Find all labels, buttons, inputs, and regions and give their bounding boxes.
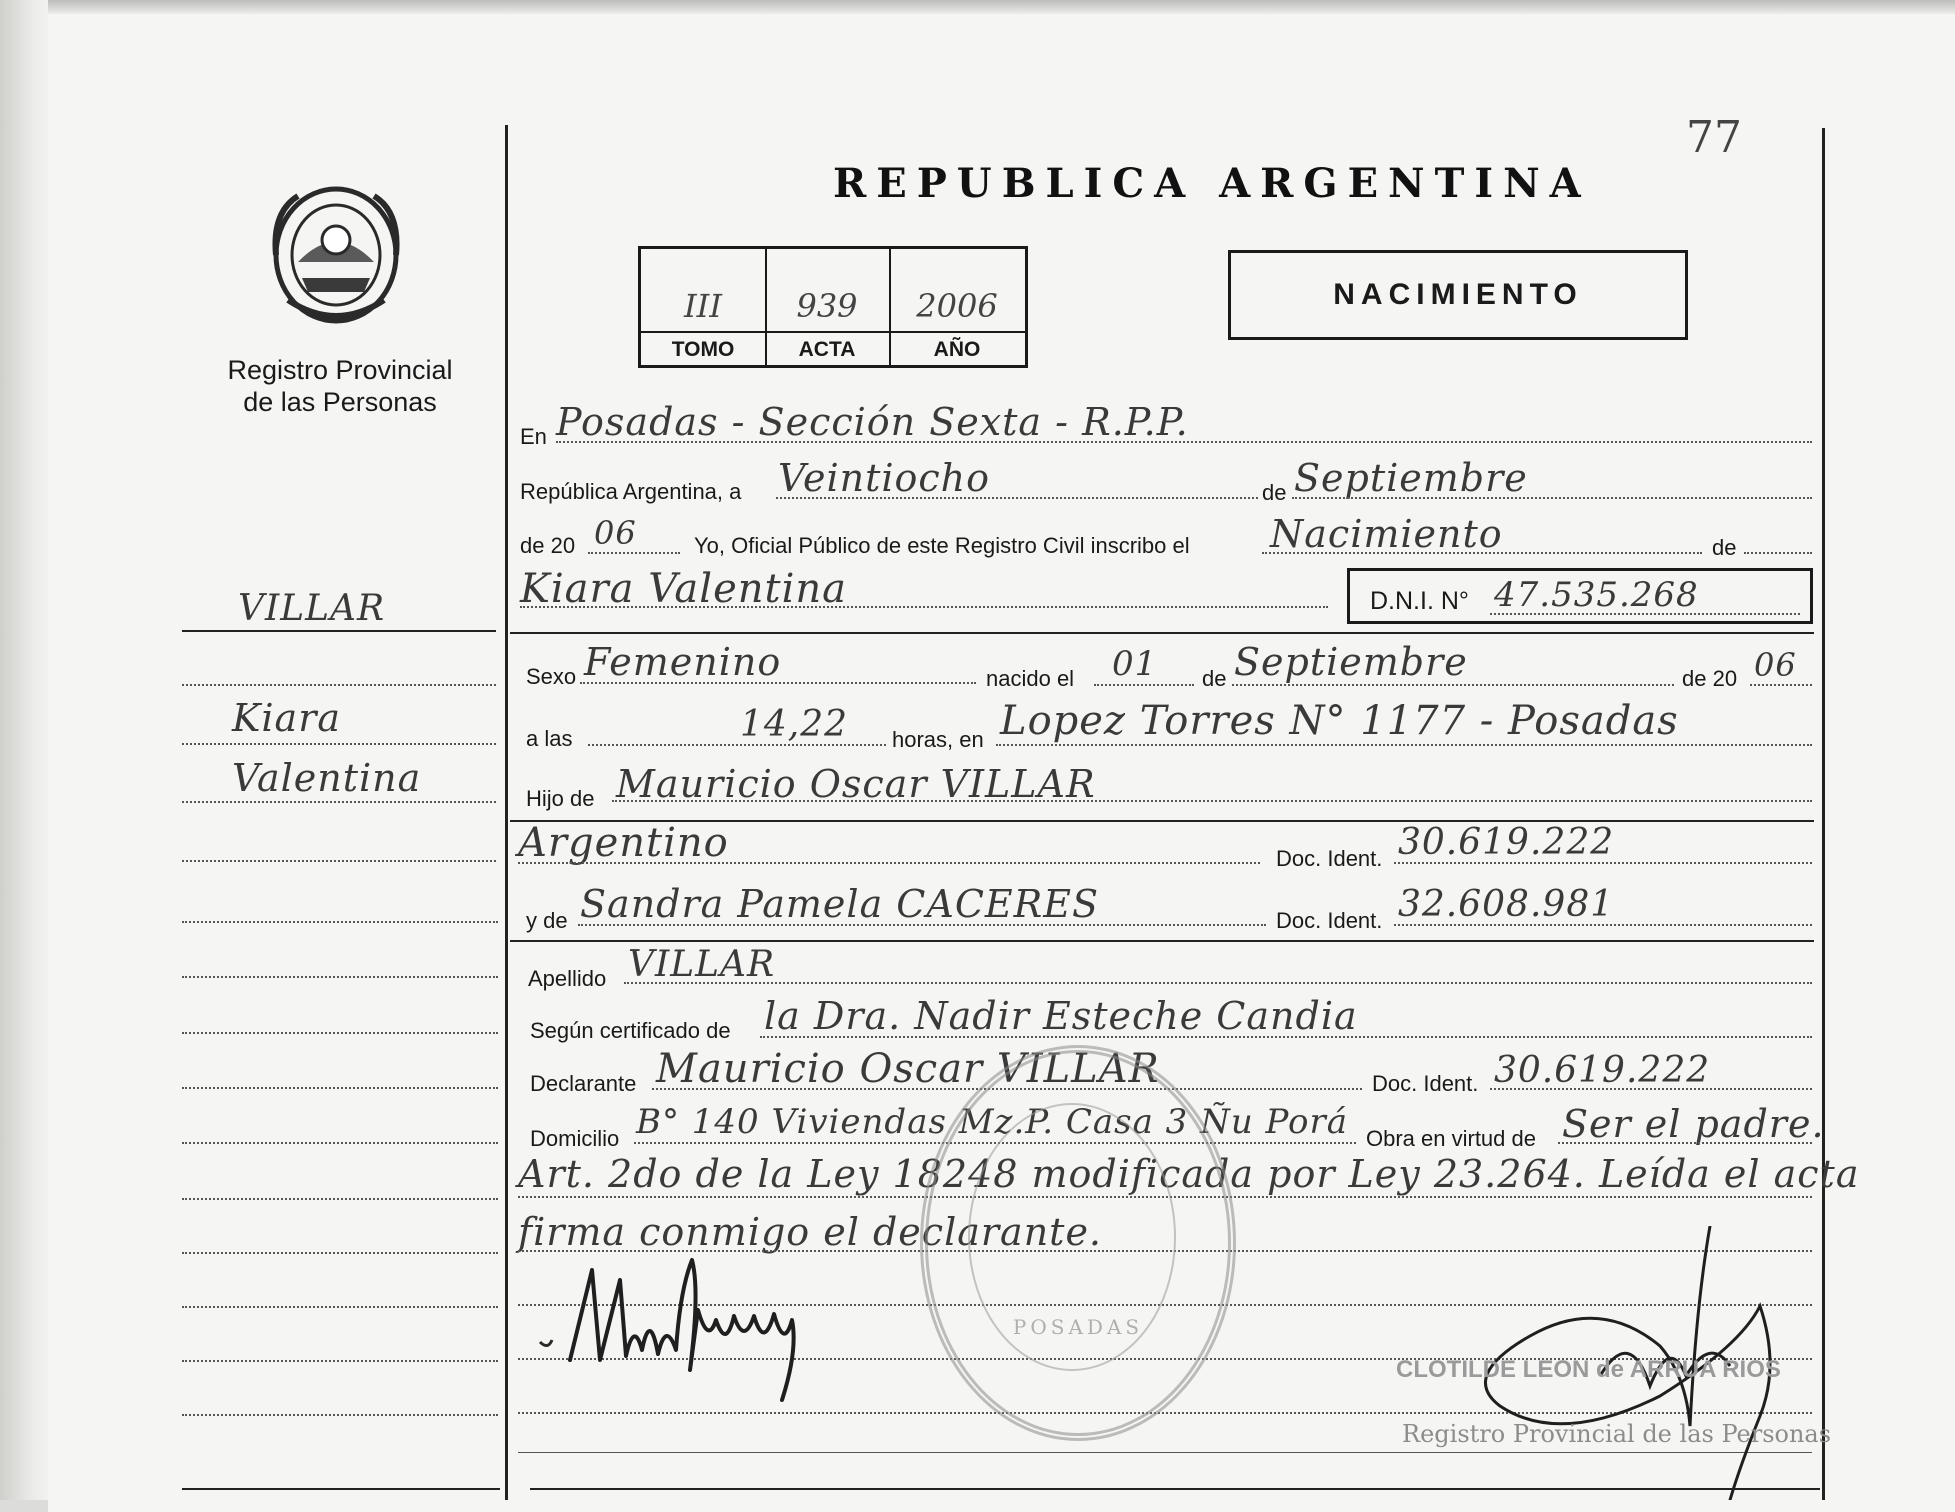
label-de-nac-mes: de (1202, 666, 1227, 691)
field-nota-2: firma conmigo el declarante. (518, 1210, 1103, 1254)
margin-line (182, 743, 496, 745)
line-madre (578, 924, 1266, 926)
field-madre-doc: 32.608.981 (1398, 884, 1615, 925)
label-hijo-de: Hijo de (526, 786, 595, 811)
registry-name-line1: Registro Provincial (227, 355, 453, 385)
margin-line (182, 1032, 498, 1034)
field-anio: 06 (594, 514, 637, 552)
label-doc-declarante: Doc. Ident. (1372, 1071, 1479, 1096)
field-obra: Ser el padre. (1562, 1102, 1825, 1146)
field-domicilio: B° 140 Viviendas Mz.P. Casa 3 Ñu Porá (636, 1102, 1349, 1142)
margin-given-name-2: Valentina (232, 756, 422, 800)
margin-surname-line (182, 630, 496, 632)
right-frame-line (1822, 128, 1825, 1500)
label-doc-madre: Doc. Ident. (1276, 908, 1383, 933)
line-apellido (624, 982, 1812, 984)
field-apellido: VILLAR (628, 944, 776, 985)
declarant-signature (530, 1250, 860, 1410)
field-padre-doc: 30.619.222 (1398, 822, 1615, 863)
field-nac-mes: Septiembre (1234, 640, 1468, 684)
section-separator-3 (510, 940, 1814, 942)
label-en: En (520, 424, 547, 449)
label-y-de: y de (526, 908, 568, 933)
line-nac-mes (1232, 684, 1674, 686)
line-acto (1262, 552, 1702, 554)
line-hora (588, 744, 886, 746)
label-domicilio: Domicilio (530, 1126, 620, 1151)
field-declarante-doc: 30.619.222 (1494, 1050, 1711, 1091)
line-nombre (520, 606, 1328, 608)
record-type-box: NACIMIENTO (1228, 250, 1688, 340)
label-de-final: de (1712, 535, 1737, 560)
label-a-las: a las (526, 726, 573, 751)
label-nacido-el: nacido el (986, 666, 1075, 691)
official-name: CLOTILDE LEON de ARRUA RIOS (1396, 1356, 1781, 1383)
field-nota-1: Art. 2do de la Ley 18248 modificada por Ley 23.264. Leída el acta (518, 1152, 1860, 1196)
margin-line (182, 1198, 498, 1200)
registry-name-line2: de las Personas (243, 387, 437, 417)
label-declarante: Declarante (530, 1071, 637, 1096)
page-top-edge (48, 0, 1955, 14)
field-declarante: Mauricio Oscar VILLAR (656, 1046, 1160, 1092)
line-obra (1558, 1142, 1812, 1144)
field-madre: Sandra Pamela CACERES (580, 882, 1100, 926)
margin-surname: VILLAR (238, 588, 386, 629)
margin-bottom-line (182, 1488, 500, 1490)
margin-given-name-1: Kiara (232, 696, 342, 740)
line-nacionalidad (518, 862, 1260, 864)
acta-label: ACTA (765, 331, 889, 367)
book-binding (0, 0, 48, 1500)
official-stamp (920, 1045, 1236, 1441)
acta-value: 939 (796, 287, 858, 325)
page-number: 77 (1686, 112, 1742, 163)
provincial-seal-logo (268, 182, 404, 328)
tomo-value: III (684, 287, 722, 325)
field-lugar-nac: Lopez Torres N° 1177 - Posadas (1000, 698, 1679, 744)
margin-line (182, 801, 496, 803)
field-hora: 14,22 (740, 704, 849, 745)
field-nac-dia: 01 (1112, 644, 1158, 684)
label-yo-oficial: Yo, Oficial Público de este Registro Civil inscribo el (694, 533, 1190, 558)
line-nac-anio (1750, 684, 1812, 686)
label-obra: Obra en virtud de (1366, 1126, 1536, 1151)
line-dia (776, 497, 1258, 499)
margin-line (182, 976, 498, 978)
label-sexo: Sexo (526, 664, 577, 689)
margin-line (182, 1360, 498, 1362)
margin-line (182, 1142, 498, 1144)
tomo-cell (641, 249, 767, 365)
field-acto: Nacimiento (1270, 512, 1503, 556)
country-title: REPUBLICA ARGENTINA (833, 160, 1591, 207)
line-de-final (1744, 552, 1812, 554)
line-padre (612, 800, 1812, 802)
anio-label: AÑO (889, 331, 1025, 367)
label-apellido: Apellido (528, 966, 607, 991)
label-dni: D.N.I. N° (1370, 587, 1469, 615)
label-republica: República Argentina, a (520, 479, 742, 504)
line-padre-doc (1394, 862, 1812, 864)
official-subtitle: Registro Provincial de las Personas (1402, 1420, 1832, 1448)
stamp-text: POSADAS (1012, 1315, 1144, 1339)
margin-line (182, 1306, 498, 1308)
line-anio (588, 552, 680, 554)
label-horas-en: horas, en (892, 727, 984, 752)
line-lugar (556, 441, 1812, 443)
anio-value: 2006 (916, 287, 998, 325)
label-segun: Según certificado de (530, 1018, 731, 1043)
margin-divider (505, 125, 508, 1500)
anio-cell (889, 249, 1025, 365)
field-nombre: Kiara Valentina (520, 566, 847, 612)
acta-cell (765, 249, 891, 365)
margin-line (182, 684, 496, 686)
label-de-mes: de (1262, 480, 1287, 505)
field-sexo: Femenino (584, 640, 782, 684)
line-dni (1490, 613, 1800, 615)
label-de20-nac: de 20 (1682, 666, 1738, 691)
field-mes: Septiembre (1294, 456, 1528, 500)
field-dia-letras: Veintiocho (778, 456, 991, 500)
line-certificado (760, 1036, 1812, 1038)
dni-box (1347, 568, 1813, 624)
margin-line (182, 1414, 498, 1416)
field-certificado: la Dra. Nadir Esteche Candia (764, 994, 1358, 1038)
margin-line (182, 1087, 498, 1089)
label-doc-padre: Doc. Ident. (1276, 846, 1383, 871)
label-de20: de 20 (520, 533, 576, 558)
line-lugar-nac (996, 744, 1812, 746)
line-mes (1292, 497, 1812, 499)
margin-line (182, 1252, 498, 1254)
line-nac-dia (1094, 684, 1194, 686)
line-madre-doc (1394, 924, 1812, 926)
registry-name (200, 354, 480, 418)
line-declarante-doc (1490, 1088, 1812, 1090)
record-number-box (638, 246, 1028, 368)
field-nacionalidad: Argentino (518, 820, 729, 866)
margin-line (182, 921, 498, 923)
field-dni: 47.535.268 (1494, 575, 1699, 615)
tomo-label: TOMO (641, 331, 765, 367)
field-padre: Mauricio Oscar VILLAR (616, 762, 1096, 806)
section-separator-1 (510, 632, 1814, 634)
margin-line (182, 860, 496, 862)
line-sexo (580, 682, 976, 684)
field-nac-anio: 06 (1754, 646, 1797, 684)
field-lugar: Posadas - Sección Sexta - R.P.P. (556, 400, 1189, 444)
